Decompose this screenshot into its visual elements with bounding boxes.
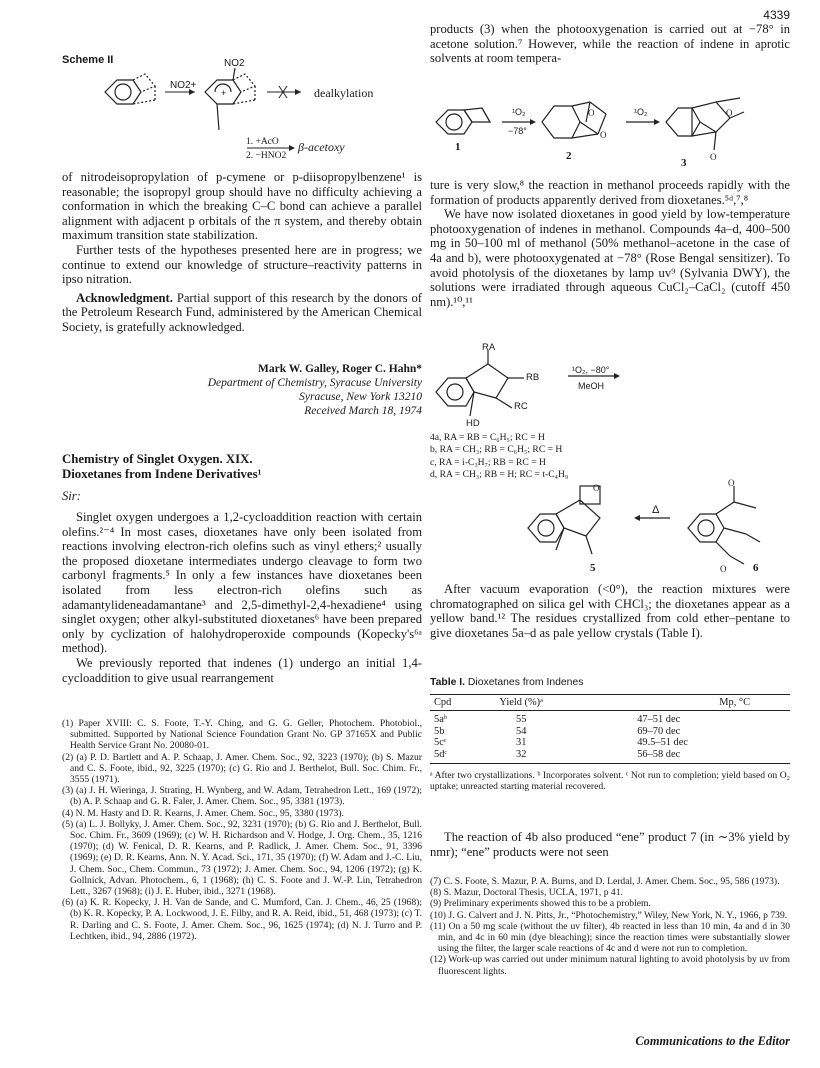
scheme1-label1: 1 [455, 141, 461, 153]
right-top-paragraph: products (3) when the photooxygenation is carried out at −78° in acetone solution.⁷ However, while the reaction of indene in aprotic solvents at room tempera- [430, 22, 790, 66]
svg-text:O: O [728, 478, 735, 488]
table-row [430, 749, 790, 764]
compound-def-4a: 4a, RA = RB = C₆H₅; RC = H [430, 432, 545, 443]
signature-authors: Mark W. Galley, Roger C. Hahn* [258, 363, 422, 375]
signature-received: Received March 18, 1974 [304, 405, 422, 417]
table-cell-yield: 32 [516, 748, 527, 760]
table-cell-cpd: 5b [434, 725, 445, 737]
table-caption-text: Dioxetanes from Indenes [467, 677, 584, 688]
table-cell-cpd: 5cᶜ [434, 737, 447, 748]
page-number: 4339 [763, 8, 790, 22]
table-row [430, 737, 790, 749]
scheme2-hd: HD [466, 418, 480, 429]
right-paragraph-a: ture is very slow,⁸ the reaction in methanol proceeds rapidly with the formation of products apparently derived from dioxetanes.⁵ᵈ,⁷,⁸ [430, 178, 790, 207]
table-cell-cpd: 5dᶜ [434, 748, 448, 760]
acknowledgment-head: Acknowledgment. [76, 290, 173, 305]
scheme-result: β-acetoxy [298, 140, 345, 154]
signature-dept: Department of Chemistry, Syracuse University [207, 377, 422, 389]
right-top-text [430, 22, 790, 66]
svg-text:O: O [720, 564, 727, 574]
scheme-step2: 2. −HNO2 [246, 151, 287, 161]
scheme-blocked-text: dealkylation [314, 86, 374, 100]
left-footnotes [62, 718, 422, 942]
footnote-5: (5) (a) L. J. Bollyky, J. Amer. Chem. Soc., 92, 3231 (1970); (b) G. Rio and J. Berthelot, Bull. Soc. Chim. Fr., 3609 (1969); (c) W. H. Richardson and V. Hodge, J. Org. Chem., 35, 1216 (1970); (d) W. Fenical, D. R. Kearns, and P. Radlick, J. Amer. Chem. Soc., 91, 3396 (1969); (e) D. R. Kearns, Ann. N. Y. Acad. Sci., 171, 35 (1970); (f) W. Adam and J.-C. Liu, J. Chem. Soc., Chem. Commun., 73 (1972); J. Amer. Chem. Soc., 94, 1206 (1972); (g) K. Gollnick, Advan. Photochem., 6, 1 (1968); (h) C. S. Foote and J. W.-P. Lin, Tetrahedron Lett., 3267 (1968); (i) J. E. Huber, ibid., 3271 (1968). [62, 818, 422, 898]
table-cell-mp: 69–70 dec [637, 725, 681, 737]
footnote-7: (7) C. S. Foote, S. Mazur, P. A. Burns, and D. Lerdal, J. Amer. Chem. Soc., 95, 586 (1973). [430, 876, 780, 887]
compound-def-d: d, RA = CH₃; RB = H; RC = t-C₄H₉ [430, 469, 569, 481]
scheme-indene-structures [430, 72, 790, 172]
right-paragraph-c: After vacuum evaporation (<0°), the reaction mixtures were chromatographed on silica gel with CHCl₃; the dioxetanes appear as a yellow band.¹² The residues crystallized from cold ether–pentane to give dioxetanes 5a–d as pale yellow crystals (Table I). [430, 582, 790, 640]
table-cell-yield: 54 [516, 725, 527, 737]
right-ene-text [430, 830, 790, 859]
signature-block [62, 362, 422, 418]
scheme-4-structure [430, 346, 630, 436]
salutation: Sir: [62, 489, 81, 503]
table-row [430, 726, 790, 738]
footnote-6: (6) (a) K. R. Kopecky, J. H. Van de Sande, and C. Mumford, Can. J. Chem., 46, 25 (1968); (b) K. R. Kopecky, P. A. Lockwood, J. E. Filby, and R. A. Reid, ibid., 51, 468 (1973); (c) T. R. Darling and C. S. Foote, J. Amer. Chem. Soc., 96, 1625 (1974); (d) N. J. Turro and P. Lechtken, ibid., 94, 2886 (1972). [62, 897, 422, 942]
footnote-2: (2) (a) P. D. Bartlett and A. P. Schaap, J. Amer. Chem. Soc., 92, 3223 (1970); (b) S. Mazur and C. S. Foote, ibid., 92, 3225 (1970); (c) G. Rio and J. Berthelot, Bull. Soc. Chim. Fr., 3555 (1971). [62, 751, 422, 786]
compound-def-b: b, RA = CH₃; RB = C₆H₅; RC = H [430, 444, 563, 456]
scheme-product-label: NO2 [224, 58, 245, 69]
scheme2-rc: RC [514, 401, 528, 412]
footnote-4: (4) N. M. Hasty and D. R. Kearns, J. Amer. Chem. Soc., 95, 3380 (1973). [62, 807, 344, 819]
right-results-text [430, 582, 790, 640]
right-paragraph-d: The reaction of 4b also produced “ene” product 7 (in ∼3% yield by nmr); “ene” products were not seen [430, 830, 790, 859]
acknowledgment-body: Partial support of this research by the donors of the Petroleum Research Fund, administered by the American Chemical Society, is gratefully acknowledged. [62, 290, 422, 334]
right-middle-text [430, 178, 790, 309]
svg-text:O: O [588, 108, 595, 118]
signature-city: Syracuse, New York 13210 [299, 391, 422, 403]
footnote-11: (11) On a 50 mg scale (without the uv filter), 4b reacted in less than 10 min, 4a and d in 30 min, and 4c in 60 min (dye bleaching); since the reaction times were substantially slower using the filter, the larger scale reactions of 4c and d were not run to completion. [430, 920, 790, 955]
table-cell-cpd: 5aᵇ [434, 714, 448, 725]
table-header-row [430, 695, 790, 711]
article-paragraph-2: We previously reported that indenes (1) undergo an initial 1,4-cycloaddition to give usual rearrangement [62, 655, 422, 685]
scheme1-cond1: −78° [508, 126, 527, 136]
table-cell-mp: 47–51 dec [637, 714, 681, 725]
svg-text:O: O [600, 130, 607, 140]
scheme3-label5: 5 [590, 562, 596, 574]
left-further-paragraph: Further tests of the hypotheses presented here are in progress; we continue to extend our knowledge of structure–reactivity patterns in ipso nitration. [62, 242, 422, 287]
scheme-title: Scheme II [62, 54, 114, 66]
footnote-9: (9) Preliminary experiments showed this to be a problem. [430, 898, 651, 910]
svg-text:O: O [710, 152, 717, 162]
scheme-step1: 1. +AcO [246, 137, 279, 147]
scheme1-label3: 3 [681, 157, 687, 169]
table-header-mp: Mp, °C [567, 695, 790, 711]
compound-def-c: c, RA = i-C₃H₇; RB = RC = H [430, 456, 546, 468]
footnote-1: (1) Paper XVIII: C. S. Foote, T.-Y. Ching, and G. G. Geller, Photochem. Photobiol., submitted. Supported by National Science Foundation Grant No. GP 37165X and Public Health Service Grant No. 20080-01. [62, 718, 422, 752]
scheme1-label2: 2 [566, 150, 572, 162]
table-cell-mp: 49.5–51 dec [637, 737, 688, 748]
svg-text:+: + [221, 88, 227, 98]
table-row [430, 711, 790, 726]
scheme-5-6-structures [520, 478, 790, 578]
scheme-reagent-top: NO2+ [170, 80, 197, 91]
right-footnotes [430, 876, 790, 977]
table-caption-bold: Table I. [430, 677, 466, 688]
scheme2-ra: RA [482, 342, 496, 353]
scheme1-reagent2: ¹O₂ [634, 107, 648, 117]
footnote-10: (10) J. G. Calvert and J. N. Pitts, Jr., “Photochemistry,” Wiley, New York, N. Y., 1966, p 739. [430, 909, 788, 921]
table-header-yield: Yield (%)ᵃ [475, 695, 567, 711]
article-title-line1: Chemistry of Singlet Oxygen. XIX. [62, 452, 253, 466]
footnote-3: (3) (a) J. H. Wieringa, J. Strating, H. Wynberg, and W. Adam, Tetrahedron Lett., 169 (1972); (b) A. P. Schaap and G. R. Faler, J. Amer. Chem. Soc., 95, 3381 (1973). [62, 785, 422, 808]
table-cell-yield: 55 [516, 714, 527, 725]
acknowledgment-paragraph [62, 291, 422, 335]
article-paragraph-1: Singlet oxygen undergoes a 1,2-cycloaddition reaction with certain olefins.²⁻⁴ In most cases, dioxetanes have only been isolated from reactions involving electron-rich olefins such as vinyl ethers;² usually the proposed dioxetane intermediates undergo cleavage to form two carbonyl fragments.⁵ In only a few instances have dioxetanes been isolated from less electron-rich olefins such as adamantylideneadamantane³ and 2,5-dimethyl-2,4-hexadiene⁴ using singlet oxygen; other alkyl-substituted dioxetanes⁶ have been prepared only by cyclization of halohydroperoxide compounds (Kopecky's⁶ᵃ method). [62, 510, 422, 656]
right-paragraph-b: We have now isolated dioxetanes in good yield by low-temperature photooxygenation of indenes in methanol. Compounds 4a–d, 400–500 mg in 50–100 ml of methanol (50% methanol–acetone in the case of 4a and b), were photooxygenated at −78° (Rose Bengal sensitizer). To avoid photolysis of the dioxetanes by lamp uv⁹ (Sylvania DWY), the solutions were irradiated through aqueous CuCl₂–CaCl₂ (cutoff 450 nm).¹⁰,¹¹ [430, 207, 790, 309]
footnote-12: (12) Work-up was carried out under minimum natural lighting to avoid photolysis by uv from fluorescent lights. [430, 954, 790, 977]
page-footer: Communications to the Editor [635, 1034, 790, 1048]
left-continued-paragraph: of nitrodeisopropylation of p-cymene or p-diisopropylbenzene¹ is reasonable; the isopropyl group should have no difficulty achieving a conformation in which the breaking C–C bond can achieve a parallel alignment with adjacent p orbitals of the π system, and thereby obtain maximum transition state stabilization. [62, 170, 422, 243]
scheme2-rb: RB [526, 372, 540, 383]
svg-text:O: O [593, 483, 600, 493]
compound-definitions [430, 432, 568, 482]
dioxetanes-table [430, 694, 790, 764]
scheme3-label6: 6 [753, 562, 759, 574]
article-title [62, 452, 422, 482]
table-cell-mp: 56–58 dec [637, 748, 681, 760]
table-cell-yield: 31 [516, 737, 527, 748]
article-body [62, 510, 422, 685]
left-body [62, 170, 422, 335]
scheme3-delta: Δ [652, 504, 660, 516]
scheme2-solvent: MeOH [578, 381, 605, 391]
table-footnote: ᵃ After two crystallizations. ᵇ Incorporates solvent. ᶜ Not run to completion; yield based on O₂ uptake; unreacted starting material recovered. [430, 770, 790, 793]
footnote-8: (8) S. Mazur, Doctoral Thesis, UCLA, 1971, p 41. [430, 887, 623, 899]
svg-text:O: O [726, 108, 733, 118]
scheme1-reagent1: ¹O₂ [512, 107, 526, 117]
table-header-cpd: Cpd [430, 695, 475, 711]
article-title-line2: Dioxetanes from Indene Derivatives¹ [62, 467, 262, 481]
scheme2-reagent: ¹O₂, −80° [572, 365, 610, 375]
table-caption [430, 677, 583, 688]
